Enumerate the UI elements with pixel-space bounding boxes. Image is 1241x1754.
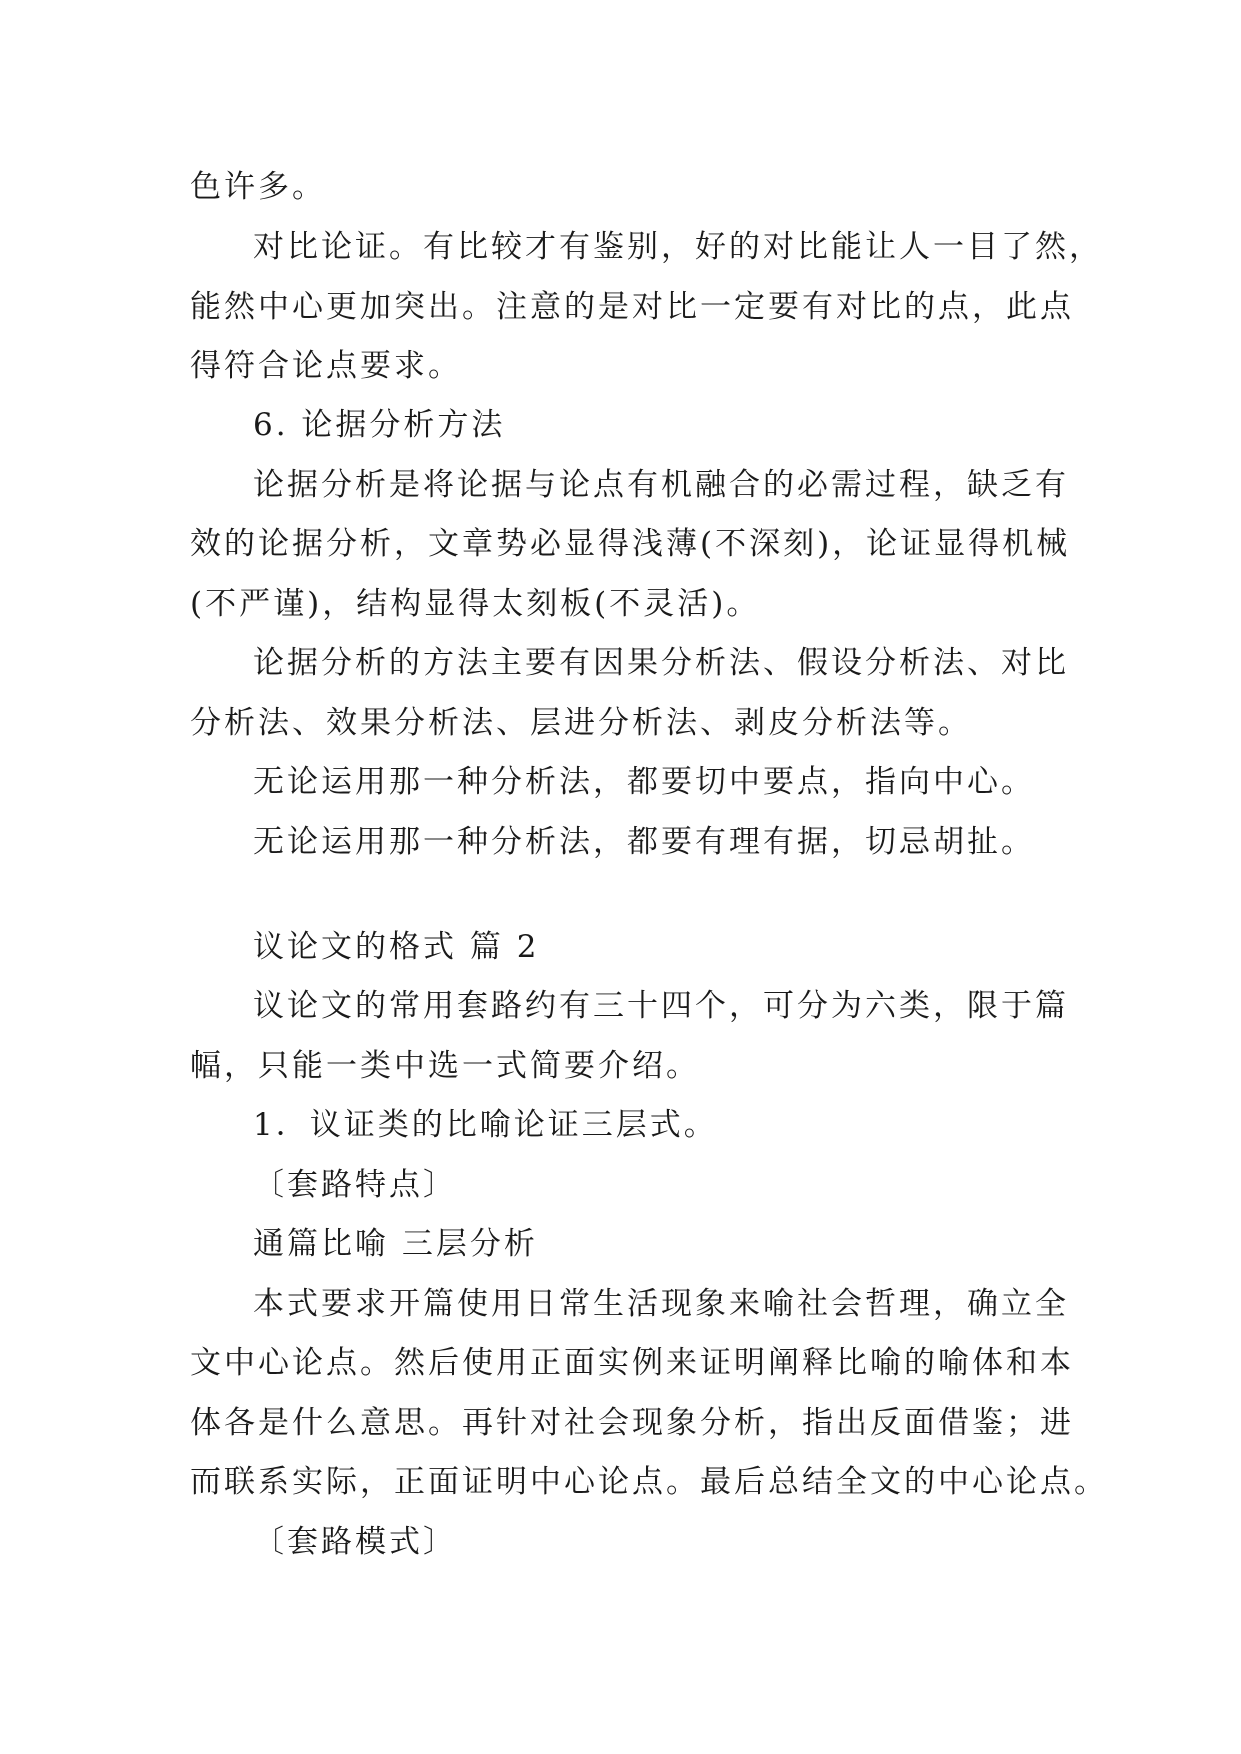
paragraph-line: (不严谨)，结构显得太刻板(不灵活)。 [190, 586, 761, 622]
paragraph-line: 议论文的常用套路约有三十四个，可分为六类，限于篇 [253, 988, 1069, 1024]
paragraph-line: 幅，只能一类中选一式简要介绍。 [190, 1048, 700, 1084]
paragraph-line: 得符合论点要求。 [190, 348, 462, 384]
paragraph-line: 无论运用那一种分析法，都要切中要点，指向中心。 [253, 764, 1035, 800]
paragraph-line: 本式要求开篇使用日常生活现象来喻社会哲理，确立全 [253, 1286, 1069, 1322]
paragraph-line: 色许多。 [190, 169, 326, 205]
paragraph-line: 对比论证。有比较才有鉴别，好的对比能让人一目了然， [253, 229, 1103, 265]
paragraph-line: 论据分析的方法主要有因果分析法、假设分析法、对比 [253, 645, 1069, 681]
article-title: 议论文的格式 篇 2 [253, 929, 540, 965]
paragraph-line: 效的论据分析，文章势必显得浅薄(不深刻)，论证显得机械 [190, 526, 1071, 562]
paragraph-line: 体各是什么意思。再针对社会现象分析，指出反面借鉴；进 [190, 1405, 1074, 1441]
paragraph-line: 论据分析是将论据与论点有机融合的必需过程，缺乏有 [253, 467, 1069, 503]
paragraph-line: 分析法、效果分析法、层进分析法、剥皮分析法等。 [190, 705, 972, 741]
paragraph-line: 无论运用那一种分析法，都要有理有据，切忌胡扯。 [253, 824, 1035, 860]
bracket-heading: 〔套路特点〕 [253, 1167, 457, 1203]
section-heading: 1．议证类的比喻论证三层式。 [253, 1107, 718, 1143]
paragraph-line: 文中心论点。然后使用正面实例来证明阐释比喻的喻体和本 [190, 1345, 1074, 1381]
bracket-heading: 〔套路模式〕 [253, 1524, 457, 1560]
paragraph-line: 通篇比喻 三层分析 [253, 1226, 538, 1262]
paragraph-line: 而联系实际，正面证明中心论点。最后总结全文的中心论点。 [190, 1464, 1108, 1500]
section-heading: 6. 论据分析方法 [253, 407, 506, 443]
paragraph-line: 能然中心更加突出。注意的是对比一定要有对比的点，此点 [190, 289, 1074, 325]
